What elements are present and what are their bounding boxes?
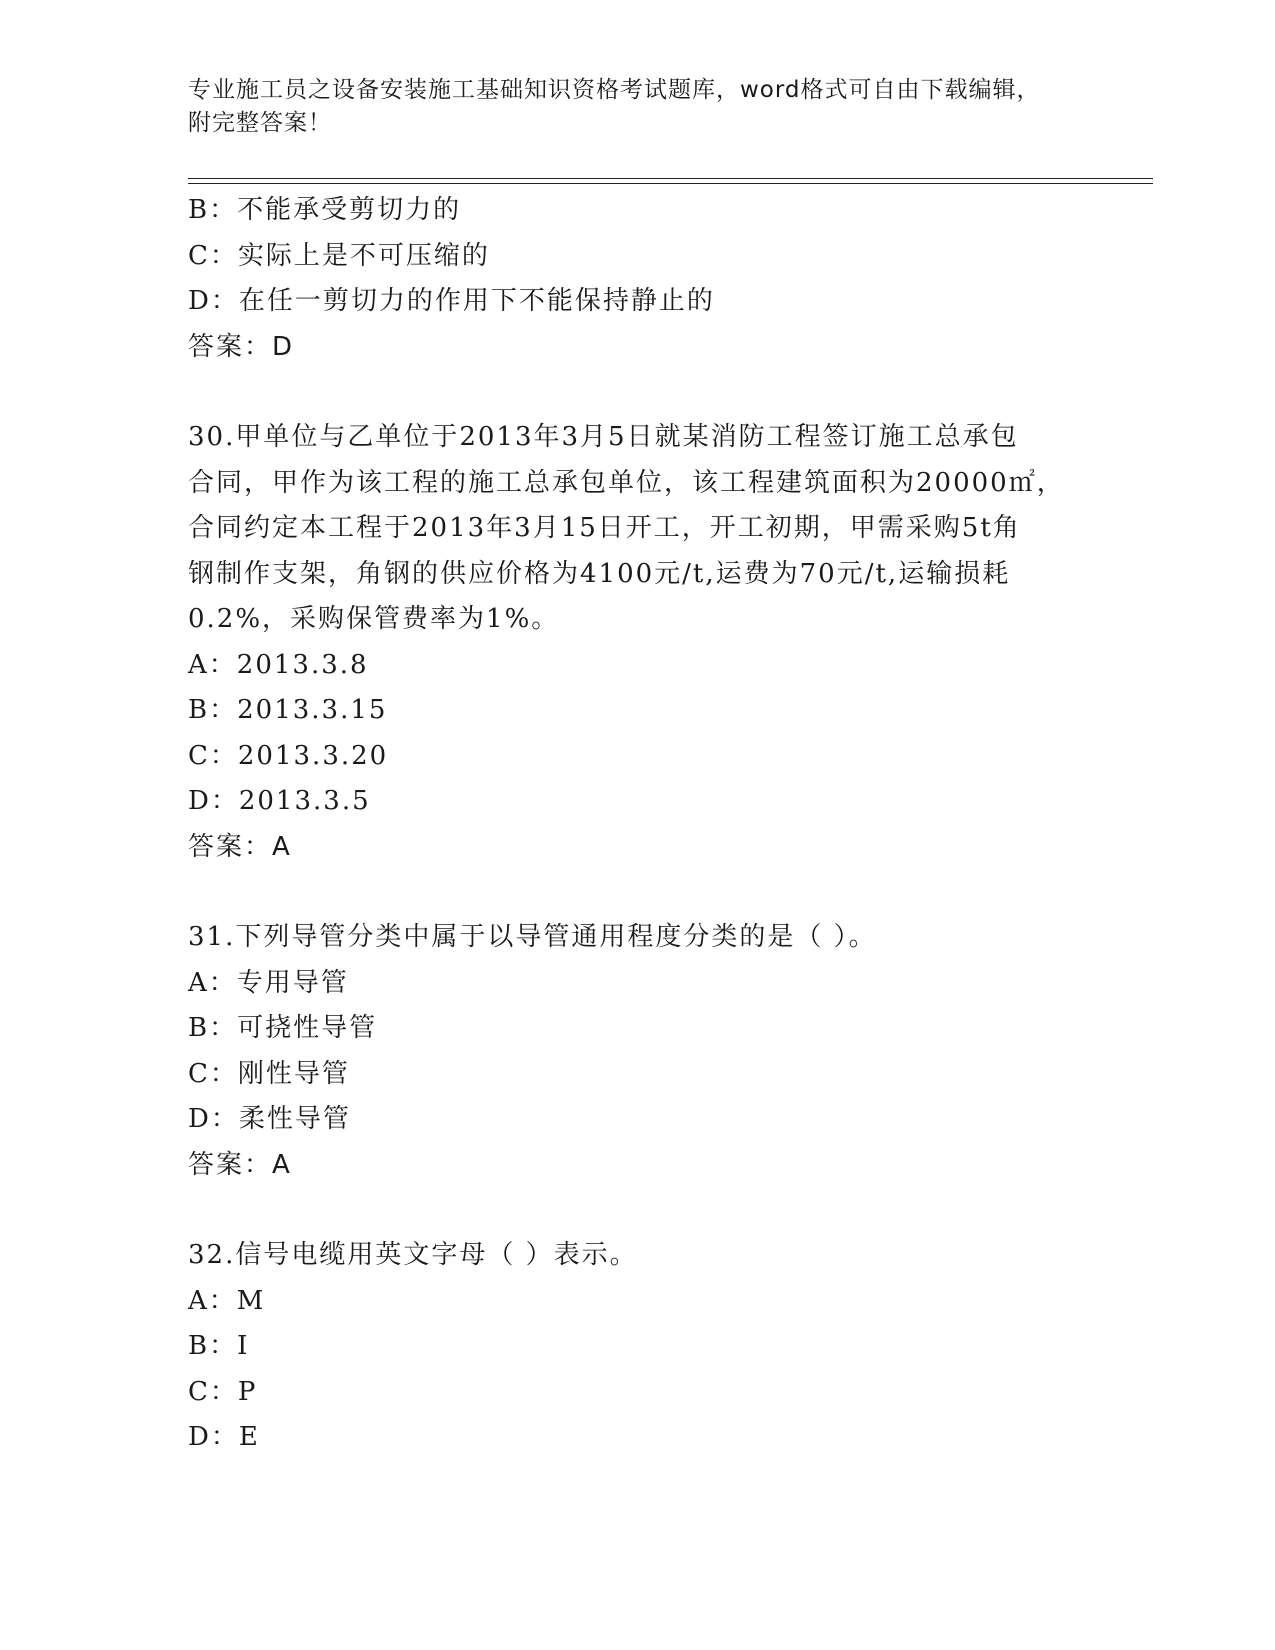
option-a: A：M: [188, 1285, 266, 1316]
option-b: B：2013.3.15: [188, 695, 388, 725]
document-body: [188, 188, 1088, 1461]
question-stem-line: 31.下列导管分类中属于以导管通用程度分类的是（ ）。: [188, 922, 877, 952]
question-fragment: [188, 188, 1088, 370]
option-d: D：E: [188, 1422, 260, 1452]
option-b: B：不能承受剪切力的: [188, 195, 462, 225]
header-divider-bottom: [188, 183, 1153, 184]
option-a: A：专用导管: [188, 967, 349, 998]
option-c: C：刚性导管: [188, 1058, 350, 1089]
option-b: B：I: [188, 1331, 250, 1361]
question-stem-line: 合同，甲作为该工程的施工总承包单位，该工程建筑面积为20000㎡，: [188, 467, 1065, 498]
answer: 答案：D: [188, 331, 295, 362]
question-stem-line: 30.甲单位与乙单位于2013年3月5日就某消防工程签订施工总承包: [188, 422, 1019, 452]
option-a: A：2013.3.8: [188, 649, 369, 680]
document-header: [188, 74, 1068, 140]
question-32: [188, 1233, 1088, 1461]
option-d: D：在任一剪切力的作用下不能保持静止的: [188, 286, 715, 316]
question-stem-line: 0.2%，采购保管费率为1%。: [188, 604, 560, 634]
option-c: C：实际上是不可压缩的: [188, 240, 490, 271]
question-31: [188, 915, 1088, 1188]
question-stem-line: 合同约定本工程于2013年3月15日开工，开工初期，甲需采购5t角: [188, 513, 1021, 543]
option-c: C：2013.3.20: [188, 740, 389, 771]
header-divider-top: [188, 178, 1153, 179]
option-d: D：柔性导管: [188, 1104, 351, 1134]
question-stem-line: 32.信号电缆用英文字母（ ）表示。: [188, 1240, 638, 1270]
question-stem-line: 钢制作支架，角钢的供应价格为4100元/t,运费为70元/t,运输损耗: [188, 558, 1011, 589]
header-title-line-2: 附完整答案！: [188, 110, 332, 136]
header-title-line-1: 专业施工员之设备安装施工基础知识资格考试题库，word格式可自由下载编辑，: [188, 77, 1041, 103]
option-b: B：可挠性导管: [188, 1013, 378, 1043]
answer: 答案：A: [188, 1149, 292, 1180]
answer: 答案：A: [188, 831, 292, 862]
option-c: C：P: [188, 1376, 258, 1407]
question-30: [188, 415, 1088, 870]
option-d: D：2013.3.5: [188, 786, 371, 816]
